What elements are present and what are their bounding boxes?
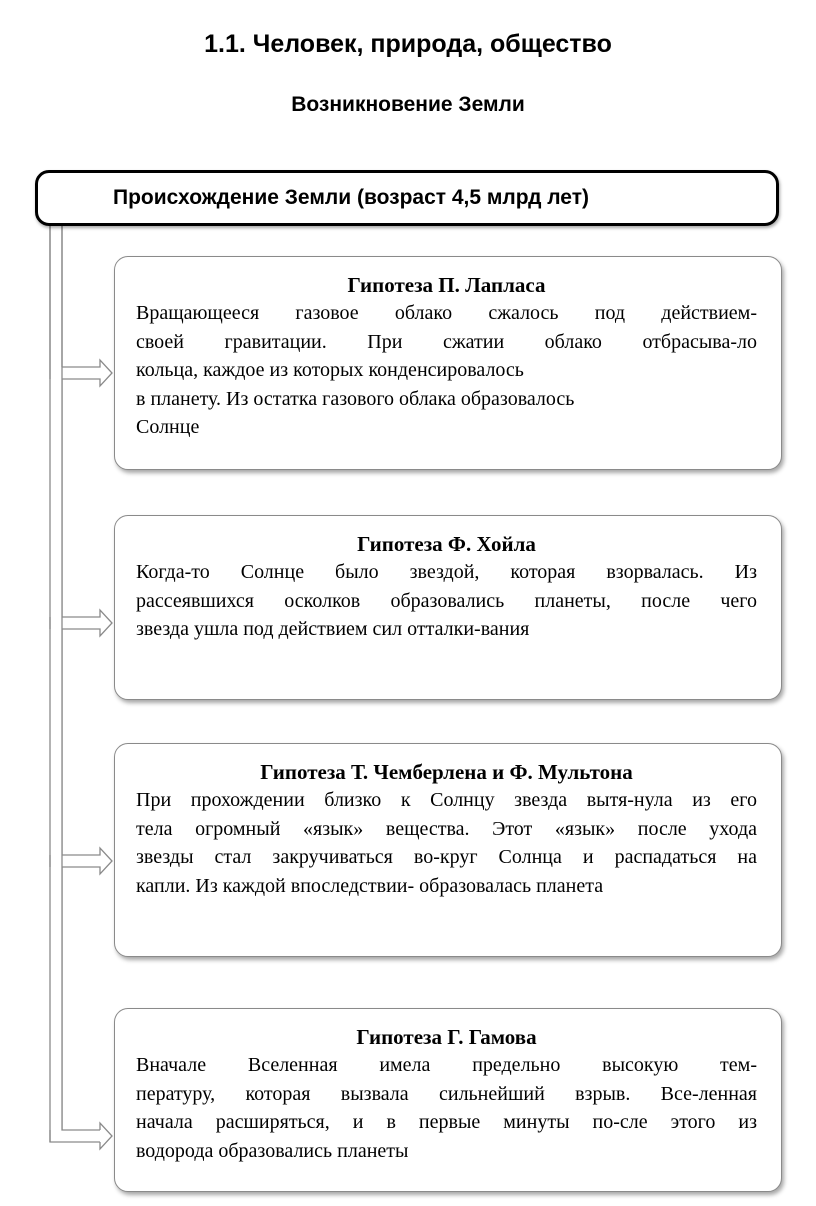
text-line: водорода образовались планеты — [136, 1139, 409, 1162]
hypothesis-title: Гипотеза Г. Гамова — [356, 1025, 537, 1049]
text-line: капли. Из каждой впоследствии- образовалась планета — [136, 874, 604, 897]
hypothesis-title: Гипотеза П. Лапласа — [347, 273, 546, 297]
hypothesis-text — [136, 558, 757, 644]
hypothesis-box-chamberlin-moulton — [114, 743, 782, 957]
root-box — [35, 170, 779, 226]
hypothesis-title: Гипотеза Т. Чемберлена и Ф. Мультона — [260, 760, 633, 784]
page-title: 1.1. Человек, природа, общество — [204, 30, 612, 58]
hypothesis-box-hoyle — [114, 515, 782, 700]
text-line: рассеявшихся осколков образовались планеты, после чего — [136, 589, 757, 612]
text-line: тела огромный «язык» вещества. Этот «язык» после ухода — [136, 817, 757, 840]
text-line: пературу, которая вызвала сильнейший взрыв. Все-ленная — [136, 1082, 757, 1105]
page-subtitle: Возникновение Земли — [291, 93, 525, 116]
text-line: Вращающееся газовое облако сжалось под действием- — [136, 302, 757, 324]
branch-arrow-2 — [62, 610, 112, 636]
hypothesis-box-laplace — [114, 256, 782, 470]
text-line: своей гравитации. При сжатии облако отбрасыва-ло — [136, 330, 757, 353]
text-line: кольца, каждое из которых конденсировалось — [136, 359, 524, 381]
root-label: Происхождение Земли (возраст 4,5 млрд лет) — [113, 186, 589, 209]
text-line: начала расширяться, и в первые минуты по-сле этого из — [136, 1111, 757, 1133]
connector-trunk-inner — [62, 226, 100, 1130]
branch-arrow-3 — [62, 848, 112, 874]
hypothesis-text — [136, 1051, 757, 1165]
branch-arrow-4 — [100, 1123, 112, 1149]
hypothesis-title: Гипотеза Ф. Хойла — [357, 532, 536, 556]
hypothesis-text — [136, 299, 757, 442]
branch-arrow-1 — [62, 360, 112, 386]
text-line: Солнце — [136, 416, 200, 438]
hypothesis-text — [136, 786, 757, 900]
text-line: звезда ушла под действием сил отталки-вания — [136, 618, 530, 640]
text-line: Вначале Вселенная имела предельно высокую тем- — [136, 1054, 757, 1076]
hypothesis-box-gamow — [114, 1008, 782, 1192]
text-line: При прохождении близко к Солнцу звезда вытя-нула из его — [136, 789, 757, 811]
text-line: звезды стал закручиваться во-круг Солнца и распадаться на — [136, 846, 757, 868]
text-line: в планету. Из остатка газового облака образовалось — [136, 387, 575, 410]
text-line: Когда-то Солнце было звездой, которая взорвалась. Из — [136, 561, 757, 583]
